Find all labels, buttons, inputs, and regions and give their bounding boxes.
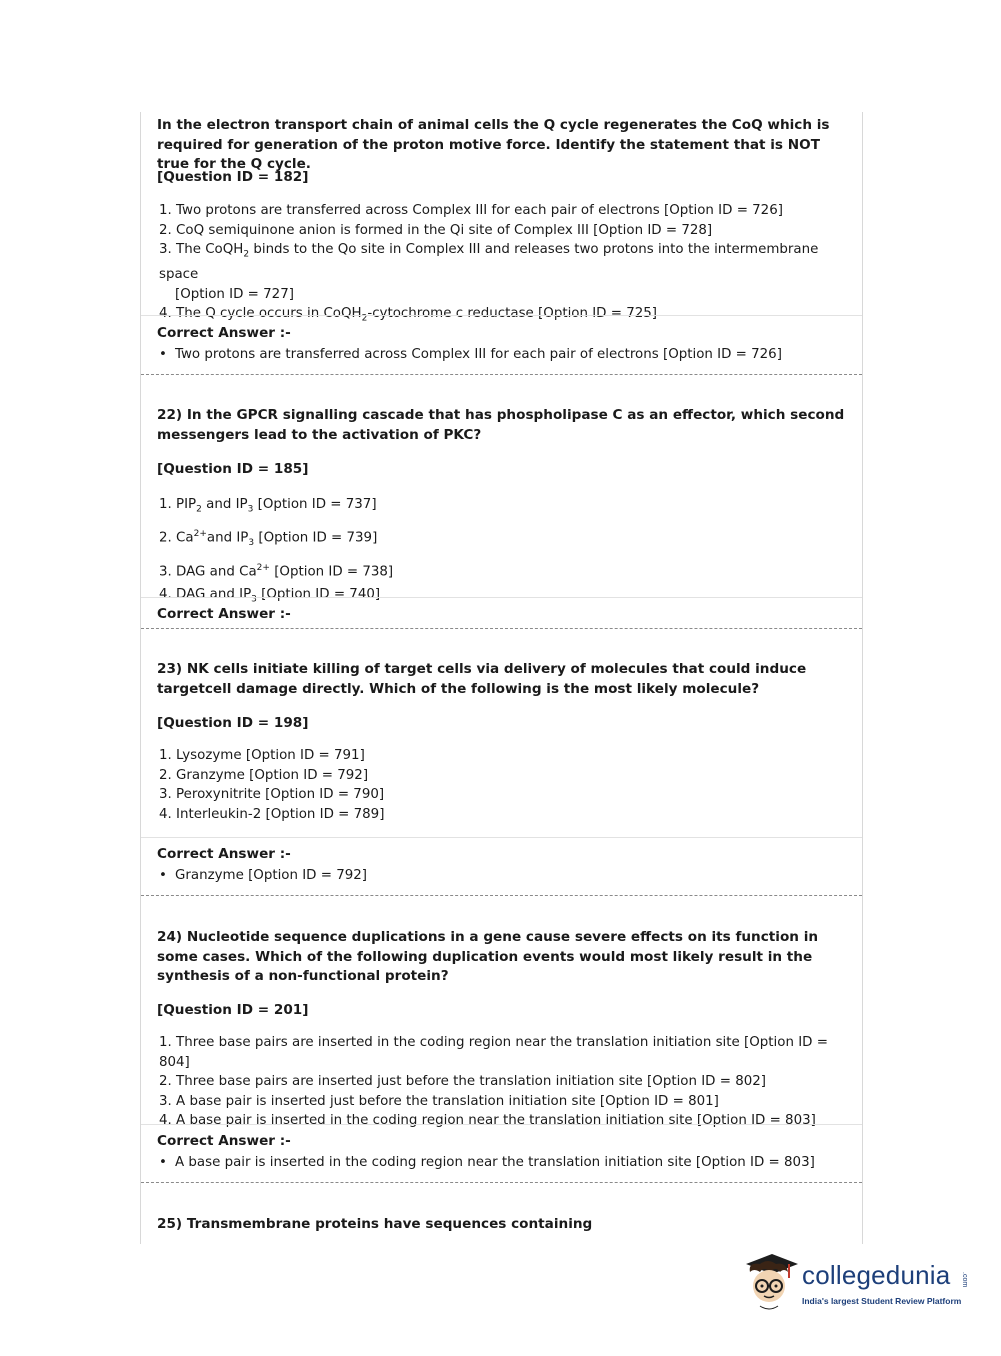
option-2: 2. Three base pairs are inserted just before the translation initiation site [Option ID = 802] — [159, 1074, 766, 1089]
option-4: 4. DAG and $IP_3$ [Option ID = 740] — [159, 586, 381, 605]
option-4: 4. A base pair is inserted in the coding region near the translation initiation site [Option ID = 803] — [159, 1113, 816, 1128]
question-24-id: [Question ID = 201] — [157, 1002, 309, 1018]
question-21-id: [Question ID = 182] — [157, 169, 309, 185]
option-1: 1. Three base pairs are inserted in the coding region near the translation initiation site [Option ID = 804] — [159, 1035, 828, 1070]
correct-answer: • Granzyme [Option ID = 792] — [159, 868, 368, 883]
option-1: 1. Two protons are transferred across Complex III for each pair of electrons [Option ID = 726] — [159, 203, 783, 218]
divider — [141, 315, 862, 316]
question-24-options — [159, 1033, 839, 1131]
question-separator — [141, 895, 862, 896]
option-2: 2. Granzyme [Option ID = 792] — [159, 767, 369, 783]
option-3: 3. The CoQH$_2$ binds to the Qo site in Complex III and releases two protons into the intermembrane space [Option ID = 727] — [159, 242, 819, 302]
divider — [141, 597, 862, 598]
option-4: 4. Interleukin-2 [Option ID = 789] — [159, 806, 385, 822]
logo-wordmark: collegedunia — [802, 1260, 951, 1290]
question-22-id: [Question ID = 185] — [157, 461, 309, 477]
correct-answer-heading: Correct Answer :- — [157, 846, 291, 862]
question-23-options — [159, 746, 839, 824]
logo-domain: .com — [961, 1272, 968, 1288]
question-21-text: In the electron transport chain of animal cells the Q cycle regenerates the CoQ which is required for generation of the proton motive force. Identify the statement that is NOT true for the Q cycle. — [157, 117, 830, 172]
logo-tagline: India's largest Student Review Platform — [802, 1296, 962, 1306]
question-separator — [141, 374, 862, 375]
question-22-text: 22) In the GPCR signalling cascade that has phospholipase C as an effector, which second messengers lead to the activation of PKC? — [157, 407, 845, 443]
question-24-text: 24) Nucleotide sequence duplications in a gene cause severe effects on its function in some cases. Which of the following duplication events would most likely result in the synthesis of a non-functional protein? — [157, 929, 819, 984]
correct-answer-heading: Correct Answer :- — [157, 606, 291, 622]
correct-answer-heading: Correct Answer :- — [157, 325, 291, 341]
option-1: 1. $PIP_2$ and $IP_3$ [Option ID = 737] — [159, 497, 377, 515]
option-4: 4. The Q cycle occurs in CoQH$_2$-cytochrome c reductase [Option ID = 725] — [159, 306, 658, 324]
option-2: 2. $Ca^{2+}and$ $IP_3$ [Option ID = 739] — [159, 529, 378, 549]
option-3: 3. Peroxynitrite [Option ID = 790] — [159, 787, 385, 802]
divider — [141, 1124, 862, 1125]
divider — [141, 837, 862, 838]
question-paper-sheet — [140, 112, 863, 1244]
option-2: 2. CoQ semiquinone anion is formed in the Qi site of Complex III [Option ID = 728] — [159, 222, 713, 238]
question-21-options — [159, 201, 839, 329]
correct-answer-heading: Correct Answer :- — [157, 1133, 291, 1149]
mascot-icon — [740, 1250, 802, 1316]
option-3: 3. DAG and $Ca^{2+}$ [Option ID = 738] — [159, 562, 394, 580]
question-23-id: [Question ID = 198] — [157, 715, 309, 731]
option-3: 3. A base pair is inserted just before the translation initiation site [Option ID = 801] — [159, 1093, 719, 1109]
question-separator — [141, 1182, 862, 1183]
question-separator — [141, 628, 862, 629]
option-1: 1. Lysozyme [Option ID = 791] — [159, 748, 365, 763]
correct-answer: • Two protons are transferred across Complex III for each pair of electrons [Option ID = 726] — [159, 347, 782, 362]
collegedunia-logo — [740, 1250, 970, 1316]
question-25-text: 25) Transmembrane proteins have sequences containing — [157, 1216, 593, 1232]
question-22-options — [159, 493, 839, 609]
question-23-text: 23) NK cells initiate killing of target cells via delivery of molecules that could induce targetcell damage directly. Which of the following is the most likely molecule? — [157, 661, 807, 697]
correct-answer: • A base pair is inserted in the coding region near the translation initiation site [Option ID = 803] — [159, 1155, 815, 1170]
